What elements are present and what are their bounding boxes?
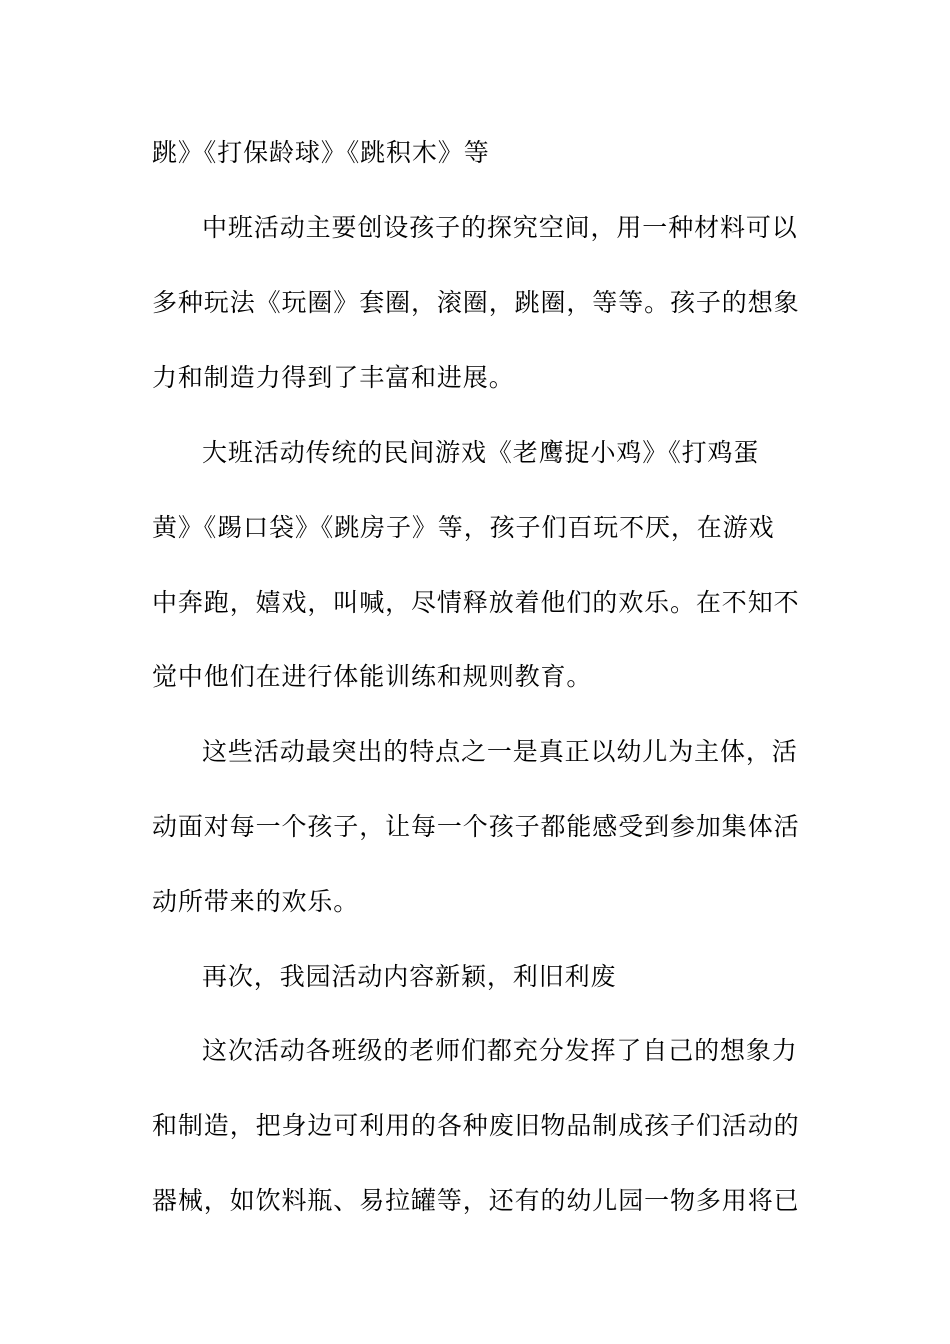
text-line-8: 觉中他们在进行体能训练和规则教育。 — [152, 662, 593, 691]
text-line-7: 中奔跑，嬉戏，叫喊，尽情释放着他们的欢乐。在不知不 — [152, 588, 800, 617]
text-line-5: 大班活动传统的民间游戏《老鹰捉小鸡》《打鸡蛋 — [202, 438, 760, 467]
text-line-9: 这些活动最突出的特点之一是真正以幼儿为主体，活 — [202, 737, 798, 766]
text-line-4: 力和制造力得到了丰富和进展。 — [152, 363, 515, 392]
text-line-13: 这次活动各班级的老师们都充分发挥了自己的想象力 — [202, 1036, 798, 1065]
text-line-6: 黄》《踢口袋》《跳房子》等，孩子们百玩不厌，在游戏 — [152, 513, 775, 542]
text-line-14: 和制造，把身边可利用的各种废旧物品制成孩子们活动的 — [152, 1111, 800, 1140]
text-line-1: 跳》《打保龄球》《跳积木》等 — [152, 138, 490, 167]
text-line-12: 再次，我园活动内容新颖，利旧利废 — [202, 962, 617, 991]
text-line-2: 中班活动主要创设孩子的探究空间，用一种材料可以 — [202, 213, 798, 242]
text-line-15: 器械，如饮料瓶、易拉罐等，还有的幼儿园一物多用将已 — [152, 1186, 800, 1215]
text-line-3: 多种玩法《玩圈》套圈，滚圈，跳圈，等等。孩子的想象 — [152, 288, 800, 317]
text-line-11: 动所带来的欢乐。 — [152, 887, 360, 916]
text-line-10: 动面对每一个孩子，让每一个孩子都能感受到参加集体活 — [152, 812, 800, 841]
